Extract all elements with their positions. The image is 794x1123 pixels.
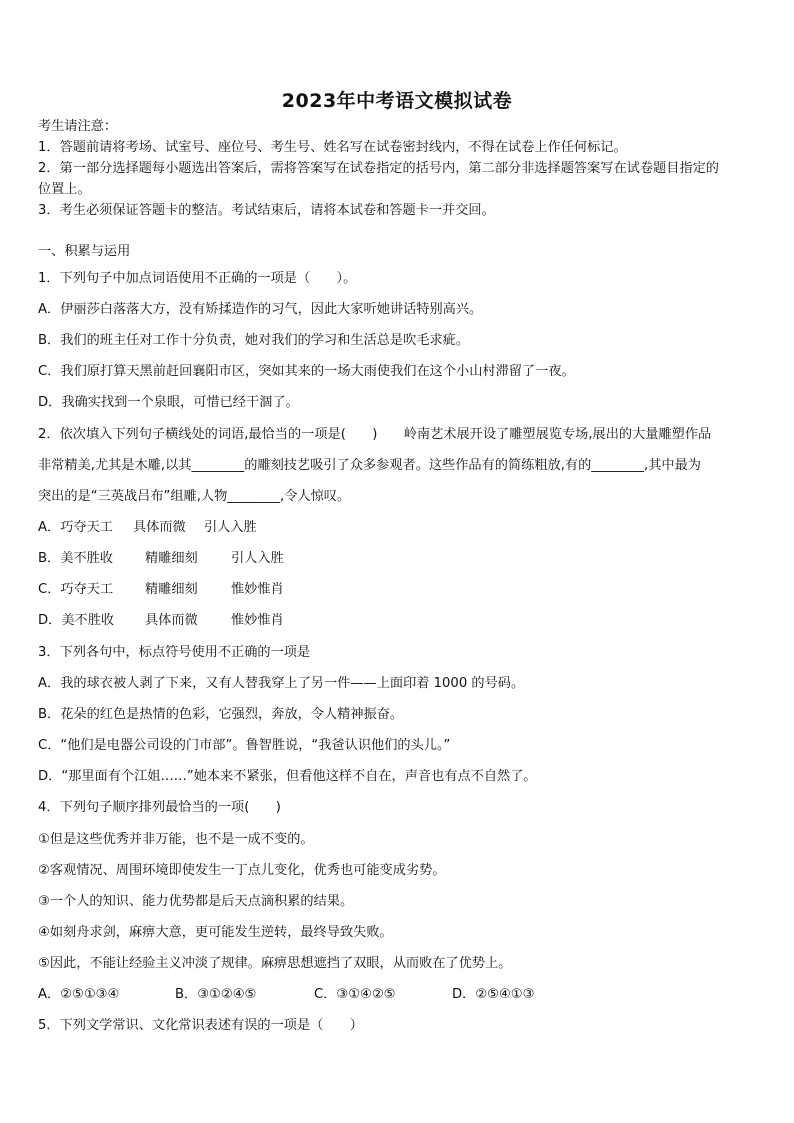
q1-option-c: C．我们原打算天黑前赶回襄阳市区，突如其来的一场大雨使我们在这个小山村滞留了一夜。 — [38, 364, 575, 379]
q4-sentence-5: ⑤因此，不能让经验主义冲淡了规律。麻痹思想遮挡了双眼，从而败在了优势上。 — [38, 956, 512, 971]
exam-title: 2023年中考语文模拟试卷 — [281, 90, 513, 112]
q4-option-b: B．③①②④⑤ — [175, 987, 257, 1002]
q2-option-c-word-2: 精雕细刻 — [145, 582, 198, 597]
q4-option-c: C．③①④②⑤ — [314, 987, 396, 1002]
q1-option-d: D．我确实找到一个泉眼，可惜已经干涸了。 — [38, 395, 299, 410]
notice-item-1: 1．答题前请将考场、试室号、座位号、考生号、姓名写在试卷密封线内，不得在试卷上作任何标记。 — [38, 140, 627, 155]
section-heading: 一、积累与运用 — [38, 244, 131, 259]
q3-option-d: D．“那里面有个江姐……”她本来不紧张，但看他这样不自在，声音也有点不自然了。 — [38, 769, 537, 784]
notice-heading: 考生请注意： — [38, 119, 118, 134]
notice-item-3: 3．考生必须保证答题卡的整洁。考试结束后，请将本试卷和答题卡一并交回。 — [38, 203, 495, 218]
q2-option-a-word-2: 具体而微 — [133, 520, 186, 535]
q2-option-d-word-1: D．美不胜收 — [38, 613, 115, 628]
q3-option-a: A．我的球衣被人剥了下来，又有人替我穿上了另一件——上面印着 1000 的号码。 — [38, 676, 525, 691]
q2-option-a-word-3: 引人入胜 — [204, 520, 257, 535]
q2-stem-line-1: 2．依次填入下列句子横线处的词语,最恰当的一项是( ) 岭南艺术展开设了雕塑展览专场,展出的大量雕塑作品 — [38, 427, 712, 442]
q2-option-d-word-3: 惟妙惟肖 — [231, 613, 284, 628]
notice-item-2: 2．第一部分选择题每小题选出答案后，需将答案写在试卷指定的括号内，第二部分非选择题答案写在试卷题目指定的 — [38, 161, 719, 176]
q2-stem-line-3: 突出的是“三英战吕布”组雕,人物________,令人惊叹。 — [38, 489, 351, 504]
q2-option-c-word-1: C．巧夺天工 — [38, 582, 114, 597]
q4-option-a: A．②⑤①③④ — [38, 987, 120, 1002]
q2-option-b-word-2: 精雕细刻 — [145, 551, 198, 566]
q5-stem: 5．下列文学常识、文化常识表述有误的一项是（ ） — [38, 1018, 363, 1033]
q4-sentence-2: ②客观情况、周围环境即使发生一丁点儿变化，优秀也可能变成劣势。 — [38, 863, 446, 878]
q2-option-c-word-3: 惟妙惟肖 — [231, 582, 284, 597]
q2-stem-line-2: 非常精美,尤其是木雕,以其________的雕刻技艺吸引了众多参观者。这些作品有的简练粗放,有的________,其中最为 — [38, 458, 701, 473]
q1-option-b: B．我们的班主任对工作十分负责，她对我们的学习和生活总是吹毛求疵。 — [38, 333, 470, 348]
q2-option-a-word-1: A．巧夺天工 — [38, 520, 113, 535]
q4-stem: 4．下列句子顺序排列最恰当的一项( ) — [38, 800, 281, 815]
q4-sentence-4: ④如刻舟求剑，麻痹大意，更可能发生逆转，最终导致失败。 — [38, 925, 393, 940]
q2-option-b-word-1: B．美不胜收 — [38, 551, 113, 566]
notice-item-2-cont: 位置上。 — [38, 182, 91, 197]
q2-option-d-word-2: 具体而微 — [145, 613, 198, 628]
q4-sentence-1: ①但是这些优秀并非万能，也不是一成不变的。 — [38, 832, 314, 847]
q3-option-c: C．“他们是电器公司设的门市部”。鲁智胜说，“我爸认识他们的头儿。” — [38, 738, 451, 753]
q1-option-a: A．伊丽莎白落落大方，没有矫揉造作的习气，因此大家听她讲话特别高兴。 — [38, 302, 483, 317]
q2-option-b-word-3: 引人入胜 — [231, 551, 284, 566]
q4-sentence-3: ③一个人的知识、能力优势都是后天点滴积累的结果。 — [38, 894, 354, 909]
q3-stem: 3．下列各句中，标点符号使用不正确的一项是 — [38, 645, 311, 660]
q1-stem: 1．下列句子中加点词语使用不正确的一项是（ ）。 — [38, 271, 357, 286]
q4-option-d: D．②⑤④①③ — [452, 987, 535, 1002]
q3-option-b: B．花朵的红色是热情的色彩，它强烈，奔放，令人精神振奋。 — [38, 707, 404, 722]
